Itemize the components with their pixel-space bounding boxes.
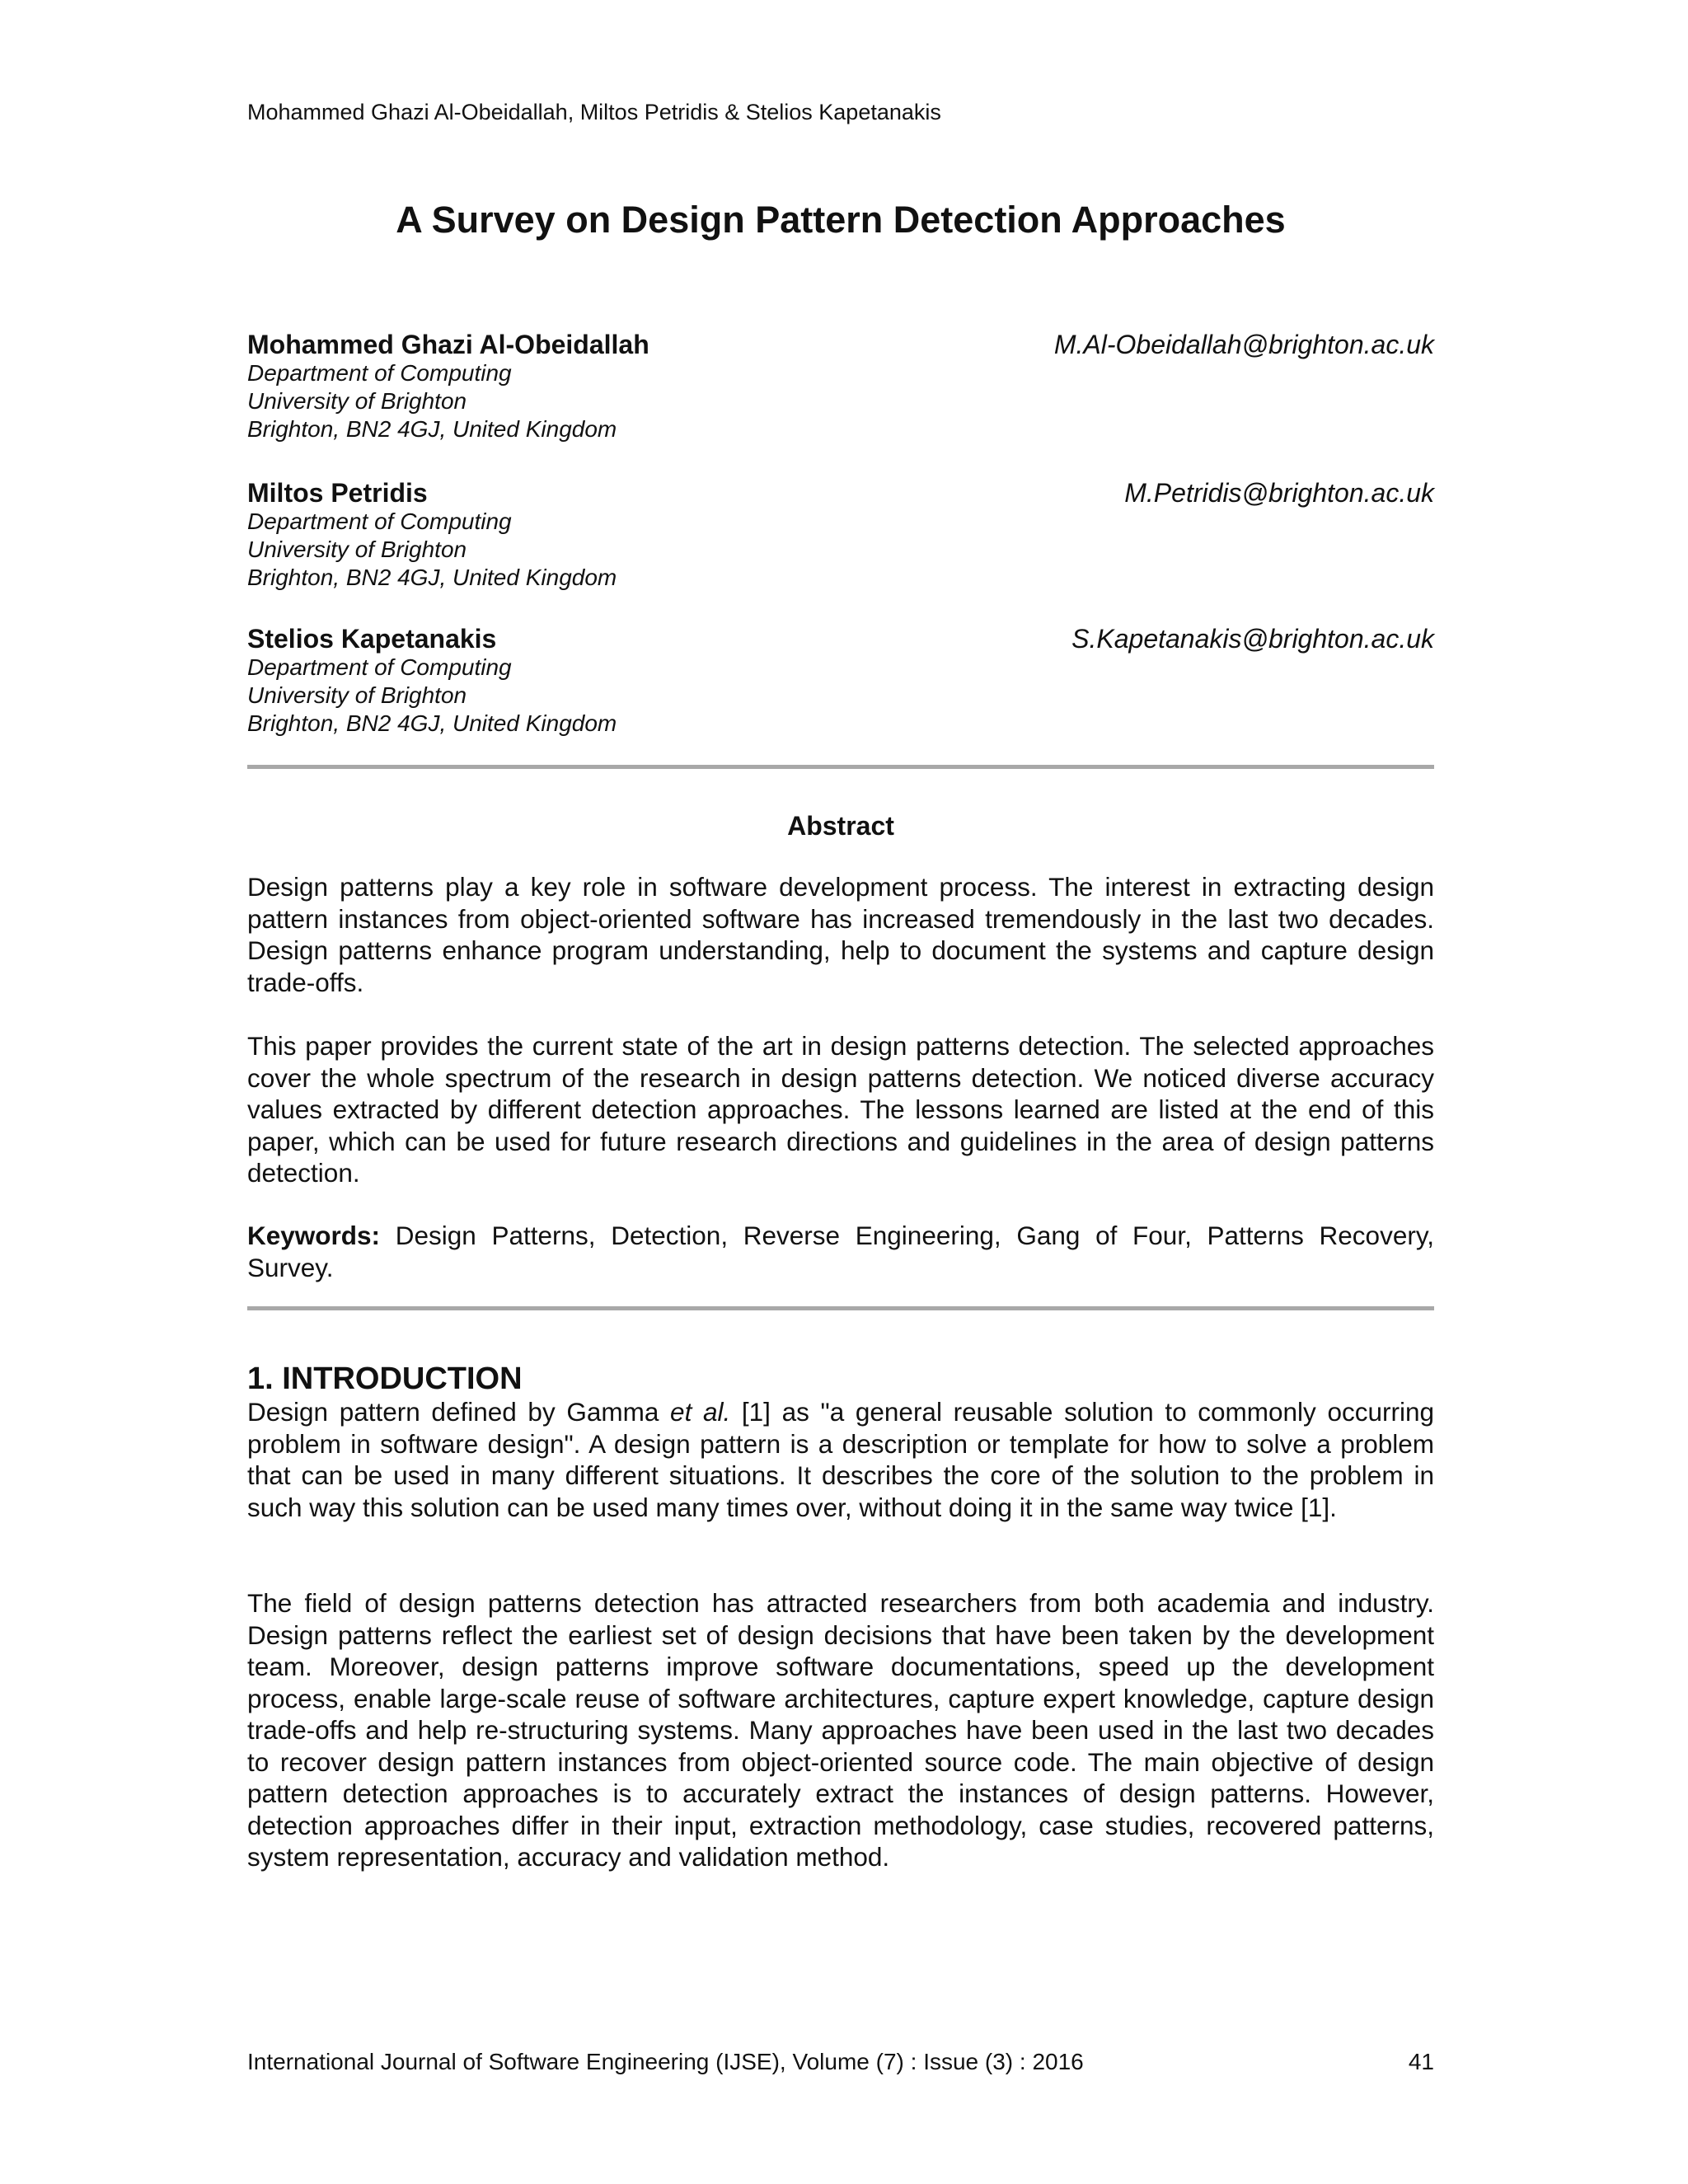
author-university: University of Brighton (247, 388, 467, 414)
keywords-label: Keywords: (247, 1221, 381, 1250)
abstract-paragraph: Design patterns play a key role in software development process. The interest in extracting design pattern instances from object-oriented software has increased tremendously in the last two decades. Design patterns enhance program understanding, help to document the systems and capture design trade-offs. (247, 872, 1434, 997)
divider-rule (247, 765, 1434, 769)
author-email[interactable]: S.Kapetanakis@brighton.ac.uk (1071, 624, 1434, 654)
author-university: University of Brighton (247, 682, 467, 708)
intro-citation-italic: et al. (670, 1397, 731, 1427)
author-email[interactable]: M.Petridis@brighton.ac.uk (1124, 478, 1434, 508)
author-name: Stelios Kapetanakis (247, 624, 497, 654)
author-address: Brighton, BN2 4GJ, United Kingdom (247, 416, 617, 442)
running-head: Mohammed Ghazi Al-Obeidallah, Miltos Petridis & Stelios Kapetanakis (247, 100, 941, 124)
divider-rule (247, 1306, 1434, 1310)
keywords-text: Design Patterns, Detection, Reverse Engineering, Gang of Four, Patterns Recovery, Survey. (247, 1221, 1434, 1282)
intro-paragraph: The field of design patterns detection has attracted researchers from both academia and industry. Design patterns reflect the earliest set of design decisions that have been taken by the development team. Moreover, design patterns improve software documentations, speed up the development process, enable large-scale reuse of software architectures, capture expert knowledge, capture design trade-offs and help re-structuring systems. Many approaches have been used in the last two decades to recover design pattern instances from object-oriented source code. The main objective of design pattern detection approaches is to accurately extract the instances of design patterns. However, detection approaches differ in their input, extraction methodology, case studies, recovered patterns, system representation, accuracy and validation method. (247, 1588, 1434, 1872)
page-number: 41 (1408, 2049, 1434, 2074)
author-department: Department of Computing (247, 509, 512, 534)
author-block (247, 622, 1434, 762)
paper-title: A Survey on Design Pattern Detection Approaches (396, 199, 1286, 241)
author-university: University of Brighton (247, 537, 467, 562)
author-block (247, 476, 1434, 616)
author-address: Brighton, BN2 4GJ, United Kingdom (247, 710, 617, 736)
section-heading: 1. INTRODUCTION (247, 1361, 523, 1396)
intro-text: Design pattern defined by Gamma (247, 1397, 671, 1427)
intro-paragraph (247, 1396, 1434, 1523)
footer-journal: International Journal of Software Engineering (IJSE), Volume (7) : Issue (3) : 2016 (247, 2049, 1084, 2074)
keywords-paragraph (247, 1220, 1434, 1283)
abstract-paragraph: This paper provides the current state of the art in design patterns detection. The selected approaches cover the whole spectrum of the research in design patterns detection. We noticed diverse accuracy values extracted by different detection approaches. The lessons learned are listed at the end of this paper, which can be used for future research directions and guidelines in the area of design patterns detection. (247, 1031, 1434, 1188)
author-email[interactable]: M.Al-Obeidallah@brighton.ac.uk (1053, 330, 1434, 359)
author-department: Department of Computing (247, 654, 512, 680)
author-name: Miltos Petridis (247, 478, 428, 508)
author-name: Mohammed Ghazi Al-Obeidallah (247, 330, 649, 359)
author-department: Department of Computing (247, 360, 512, 386)
author-address: Brighton, BN2 4GJ, United Kingdom (247, 565, 617, 590)
author-block (247, 328, 1434, 468)
abstract-heading: Abstract (787, 811, 894, 841)
intro-text: [1] as "a general reusable solution to commonly occurring problem in software design". A design pattern is a description or template for how to solve a problem that can be used in many different situations. It describes the core of the solution to the problem in such way this solution can be used many times over, without doing it in the same way twice [1]. (247, 1397, 1434, 1522)
